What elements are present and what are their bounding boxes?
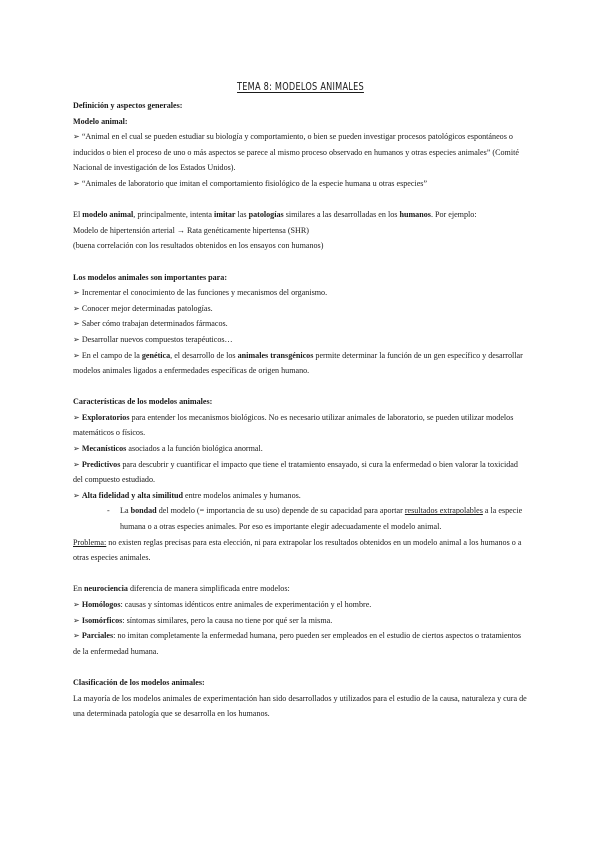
document-page — [73, 78, 528, 722]
paragraph-neurociencia: En neurociencia diferencia de manera simplificada entre modelos: — [73, 584, 290, 594]
arrow-bullet-icon: ➢ — [73, 631, 80, 641]
bullet-importance-5: ➢ En el campo de la genética, el desarrollo de los animales transgénicos permite determinar la función de un gen específico y desarrollar modelos animales ligados a enfermedades específicas de origen humano. — [73, 350, 523, 376]
subheading-modelo-animal: Modelo animal: — [73, 116, 128, 126]
problem-paragraph: Problema: no existen reglas precisas para esta elección, ni para extrapolar los resultados obtenidos en un modelo animal a los humanos o a otras especies animales. — [73, 537, 522, 563]
arrow-bullet-icon: ➢ — [73, 334, 80, 344]
bullet-characteristic-1: ➢ Exploratorios para entender los mecanismos biológicos. No es necesario utilizar animales de laboratorio, se pueden utilizar modelos matemáticos o físicos. — [73, 412, 514, 438]
dash-bullet-icon: - — [107, 506, 110, 516]
example-line: Modelo de hipertensión arterial → Rata genéticamente hipertensa (SHR) — [73, 225, 309, 235]
paragraph-modelo-animal: El modelo animal, principalmente, intenta imitar las patologías similares a las desarrolladas en los humanos. Por ejemplo: — [73, 210, 477, 220]
bullet-neuro-3: ➢ Parciales: no imitan completamente la enfermedad humana, pero pueden ser empleados en el estudio de ciertos aspectos o tratamientos de la enfermedad humana. — [73, 631, 522, 656]
arrow-bullet-icon: ➢ — [73, 303, 80, 313]
paragraph-classification: La mayoría de los modelos animales de experimentación han sido desarrollados y utilizados para el estudio de la causa, naturaleza y cura de una determinada patología que se desarrolla en los humanos. — [73, 693, 527, 719]
bullet-importance-2: ➢ Conocer mejor determinadas patologías. — [73, 303, 213, 313]
arrow-bullet-icon: ➢ — [73, 444, 80, 454]
arrow-bullet-icon: ➢ — [73, 600, 80, 609]
arrow-bullet-icon: ➢ — [73, 288, 80, 298]
bullet-characteristic-3: ➢ Predictivos para descubrir y cuantificar el impacto que tiene el tratamiento ensayado, si cura la enfermedad o bien valorar la toxicidad del compuesto estudiado. — [73, 459, 518, 485]
bullet-definition-1: ➢ “Animal en el cual se pueden estudiar su biología y comportamiento, o bien se pueden investigar procesos patológicos espontáneos o inducidos o bien el proceso de uno o más aspectos se parece al mismo proceso observado en humanos y otras especies animales” (Comité Nacional de investigación de los Estados Unidos). — [73, 132, 519, 173]
bullet-importance-4: ➢ Desarrollar nuevos compuestos terapéuticos… — [73, 334, 233, 344]
section-heading-classification: Clasificación de los modelos animales: — [73, 677, 205, 687]
arrow-bullet-icon: ➢ — [73, 459, 80, 469]
sub-bullet-bondad: - La bondad del modelo (= importancia de su uso) depende de su capacidad para aportar resultados extrapolables a la especie humana o a otras especies animales. Por eso es importante elegir adecuadamente el modelo animal. — [107, 503, 528, 534]
section-heading-characteristics: Características de los modelos animales: — [73, 397, 213, 407]
bullet-definition-2: ➢ “Animales de laboratorio que imitan el comportamiento fisiológico de la especie humana u otras especies” — [73, 178, 428, 188]
arrow-bullet-icon: ➢ — [73, 178, 80, 188]
bullet-neuro-2: ➢ Isomórficos: síntomas similares, pero la causa no tiene por qué ser la misma. — [73, 615, 333, 625]
arrow-bullet-icon: ➢ — [73, 319, 80, 329]
example-note: (buena correlación con los resultados obtenidos en los ensayos con humanos) — [73, 241, 324, 251]
arrow-bullet-icon: ➢ — [73, 412, 80, 422]
section-heading-importance: Los modelos animales son importantes para: — [73, 272, 228, 282]
bullet-characteristic-4: ➢ Alta fidelidad y alta similitud entre modelos animales y humanos. — [73, 490, 301, 500]
bullet-importance-3: ➢ Saber cómo trabajan determinados fármacos. — [73, 319, 228, 329]
arrow-bullet-icon: ➢ — [73, 350, 80, 360]
page-title: TEMA 8: MODELOS ANIMALES — [237, 81, 364, 93]
arrow-bullet-icon: ➢ — [73, 132, 80, 142]
section-heading-definition: Definición y aspectos generales: — [73, 101, 183, 110]
arrow-bullet-icon: ➢ — [73, 615, 80, 625]
bullet-characteristic-2: ➢ Mecanísticos asociados a la función biológica anormal. — [73, 444, 263, 454]
bullet-importance-1: ➢ Incrementar el conocimiento de las funciones y mecanismos del organismo. — [73, 288, 328, 298]
arrow-bullet-icon: ➢ — [73, 490, 80, 500]
bullet-neuro-1: ➢ Homólogos: causas y síntomas idénticos entre animales de experimentación y el hombre. — [73, 600, 372, 609]
